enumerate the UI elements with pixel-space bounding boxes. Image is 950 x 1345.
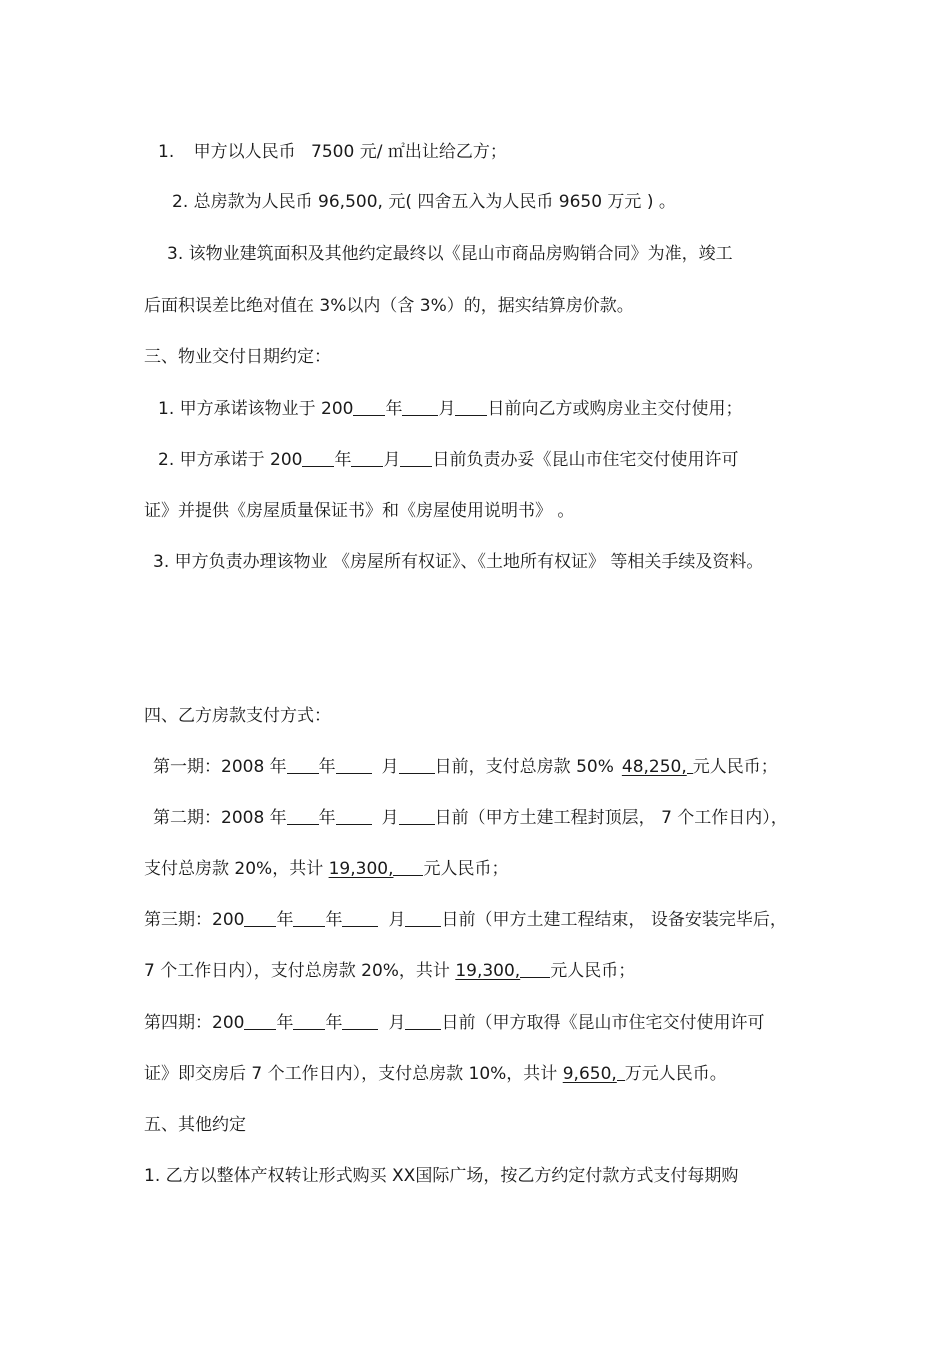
amount-filled: 19,300, <box>455 961 521 981</box>
blank-field <box>293 909 325 927</box>
section-heading-other: 五、其他约定 <box>144 1115 246 1135</box>
blank-field <box>287 756 319 774</box>
clause-text: 甲方以人民币 <box>193 142 296 162</box>
text-segment: 第四期：200 <box>144 1013 245 1033</box>
text-segment: 第二期：2008 年 <box>153 808 287 828</box>
blank-field <box>393 858 423 876</box>
clause-number: 1. <box>158 142 175 162</box>
payment-phase-2 <box>153 807 788 829</box>
text-segment: 元人民币； <box>550 961 636 981</box>
blank-field <box>402 398 438 416</box>
text-segment: 2. 甲方承诺于 200 <box>158 450 303 470</box>
amount-filled: 48,250, <box>621 757 687 777</box>
blank-field <box>287 807 319 825</box>
text-segment: 月 <box>438 399 456 419</box>
text-segment: 年 <box>325 1013 343 1033</box>
delivery-item-3: 3. 甲方负责办理该物业 《房屋所有权证》、《土地所有权证》 等相关手续及资料。 <box>153 552 764 572</box>
payment-phase-2-continuation <box>144 858 508 880</box>
blank-field <box>405 909 441 927</box>
text-segment: 月 <box>388 1013 406 1033</box>
blank-field <box>302 449 334 467</box>
section-heading-payment: 四、乙方房款支付方式： <box>144 706 331 726</box>
text-segment: 年 <box>385 399 403 419</box>
blank-field <box>617 1063 625 1081</box>
payment-phase-4 <box>144 1012 764 1034</box>
text-segment: 支付总房款 20%，共计 <box>144 859 329 879</box>
text-segment: 日前（甲方土建工程封顶层， 7 个工作日内）， <box>434 808 788 828</box>
text-segment: 月 <box>381 757 399 777</box>
text-segment: 第三期：200 <box>144 910 245 930</box>
text-segment: 第一期：2008 年 <box>153 757 287 777</box>
delivery-item-2-continuation: 证》并提供《房屋质量保证书》和《房屋使用说明书》 。 <box>144 501 575 521</box>
payment-phase-1 <box>153 756 778 778</box>
clause-price-line <box>158 141 507 163</box>
blank-field <box>405 1012 441 1030</box>
delivery-item-2 <box>158 449 738 471</box>
other-item-1: 1. 乙方以整体产权转让形式购买 XX国际广场，按乙方约定付款方式支付每期购 <box>144 1166 739 1186</box>
text-segment: 月 <box>381 808 399 828</box>
blank-field <box>342 1012 378 1030</box>
text-segment: 年 <box>318 757 336 777</box>
blank-field <box>455 398 487 416</box>
text-segment: 年 <box>276 1013 294 1033</box>
text-segment: 万元人民币。 <box>624 1064 727 1084</box>
blank-field <box>400 449 432 467</box>
blank-field <box>336 807 372 825</box>
text-segment: 日前负责办妥《昆山市住宅交付使用许可 <box>432 450 739 470</box>
text-segment: 日前，支付总房款 50% <box>434 757 614 777</box>
area-clause-line: 3. 该物业建筑面积及其他约定最终以《昆山市商品房购销合同》为准，竣工 <box>167 244 733 264</box>
text-segment: 日前（甲方取得《昆山市住宅交付使用许可 <box>441 1013 765 1033</box>
blank-field <box>353 398 385 416</box>
text-segment: 年 <box>318 808 336 828</box>
text-segment: 1. 甲方承诺该物业于 200 <box>158 399 354 419</box>
blank-field <box>244 909 276 927</box>
area-clause-continuation: 后面积误差比绝对值在 3%以内（含 3%）的，据实结算房价款。 <box>144 296 634 316</box>
payment-phase-4-continuation <box>144 1063 727 1085</box>
text-segment: 元人民币； <box>423 859 509 879</box>
blank-field <box>399 756 435 774</box>
amount-filled: 9,650, <box>562 1064 617 1084</box>
payment-phase-3-continuation <box>144 960 635 982</box>
text-segment: 元人民币； <box>692 757 778 777</box>
text-segment: 月 <box>388 910 406 930</box>
text-segment: 日前向乙方或购房业主交付使用； <box>487 399 743 419</box>
payment-phase-3 <box>144 909 787 931</box>
blank-field <box>520 960 550 978</box>
blank-field <box>293 1012 325 1030</box>
text-segment: 年 <box>276 910 294 930</box>
blank-field <box>342 909 378 927</box>
blank-field <box>399 807 435 825</box>
amount-filled: 19,300, <box>328 859 394 879</box>
blank-field <box>336 756 372 774</box>
delivery-item-1 <box>158 398 742 420</box>
blank-field <box>351 449 383 467</box>
clause-text: 7500 元/ ㎡出让给乙方； <box>311 142 507 162</box>
text-segment: 年 <box>325 910 343 930</box>
section-heading-delivery: 三、物业交付日期约定： <box>144 347 331 367</box>
text-segment: 月 <box>383 450 401 470</box>
blank-field <box>244 1012 276 1030</box>
total-price-line: 2. 总房款为人民币 96,500, 元( 四舍五入为人民币 9650 万元 ) 。 <box>172 192 676 212</box>
text-segment: 日前（甲方土建工程结束， 设备安装完毕后， <box>441 910 787 930</box>
text-segment: 年 <box>334 450 352 470</box>
text-segment: 7 个工作日内），支付总房款 20%，共计 <box>144 961 456 981</box>
text-segment: 证》即交房后 7 个工作日内），支付总房款 10%，共计 <box>144 1064 563 1084</box>
